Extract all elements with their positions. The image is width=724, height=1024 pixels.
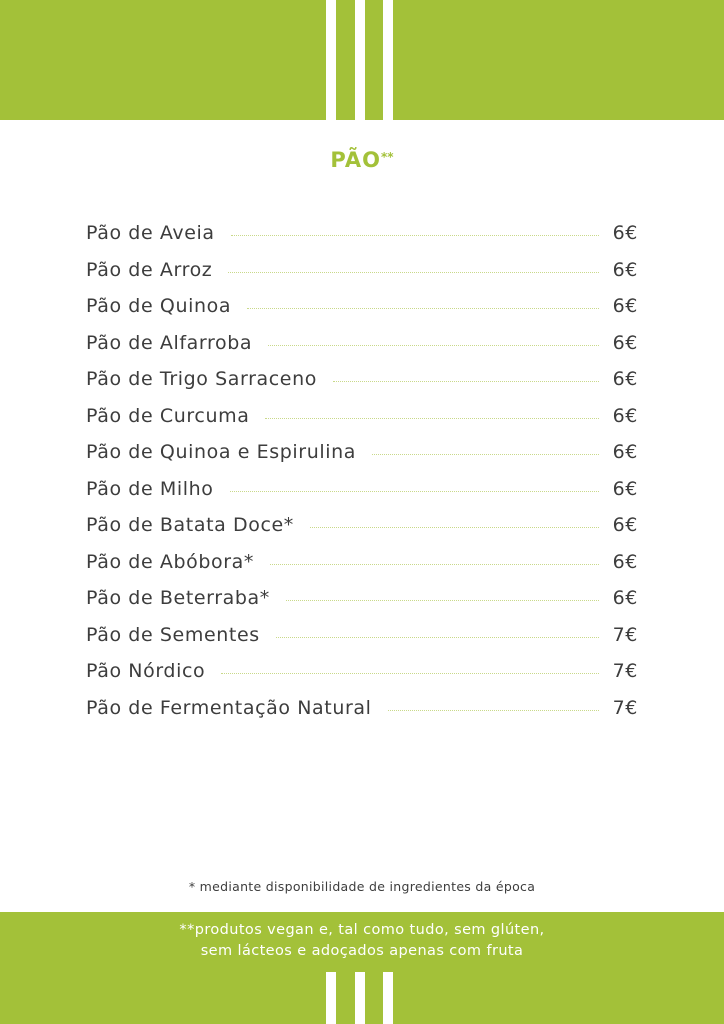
menu-item: [86, 295, 638, 332]
item-price: 6€: [612, 477, 638, 500]
dot-leader: [230, 491, 599, 492]
menu-item: [86, 697, 638, 734]
item-price: 6€: [612, 587, 638, 609]
dot-leader: [333, 381, 599, 382]
section-title: [0, 148, 724, 172]
item-price: 6€: [612, 441, 638, 463]
item-price: 6€: [612, 331, 638, 354]
dot-leader: [228, 272, 598, 273]
vegan-note-line-2: sem lácteos e adoçados apenas com fruta: [200, 943, 524, 959]
item-name: Pão de Beterraba*: [86, 587, 270, 609]
item-price: 6€: [612, 404, 638, 427]
item-name: Pão de Fermentação Natural: [86, 696, 372, 719]
item-name: Pão de Batata Doce*: [86, 514, 294, 536]
menu-item: [86, 514, 638, 551]
item-price: 7€: [612, 623, 638, 646]
item-name: Pão de Trigo Sarraceno: [86, 368, 317, 390]
vegan-note-line-1: **produtos vegan e, tal como tudo, sem glúten,: [179, 922, 545, 938]
menu-item: [86, 660, 638, 697]
item-price: 6€: [612, 222, 638, 244]
vegan-note: [0, 920, 724, 962]
item-price: 6€: [612, 550, 638, 573]
menu-item: [86, 587, 638, 624]
item-price: 7€: [612, 660, 638, 682]
top-stripe: [383, 0, 393, 120]
menu-item: [86, 222, 638, 259]
item-name: Pão Nórdico: [86, 660, 206, 682]
section-title-suffix: **: [381, 150, 394, 164]
menu-item: [86, 478, 638, 515]
dot-leader: [268, 345, 599, 346]
item-name: Pão de Curcuma: [86, 404, 250, 427]
menu-item: [86, 551, 638, 588]
menu-item: [86, 624, 638, 661]
menu-list: [86, 222, 638, 733]
item-name: Pão de Arroz: [86, 258, 213, 281]
dot-leader: [265, 418, 598, 419]
item-name: Pão de Abóbora*: [86, 550, 255, 573]
top-stripe: [355, 0, 365, 120]
item-price: 6€: [612, 514, 638, 536]
section-title-text: PÃO: [330, 148, 381, 172]
dot-leader: [372, 454, 599, 455]
item-price: 6€: [612, 295, 638, 317]
menu-item: [86, 259, 638, 296]
item-name: Pão de Quinoa: [86, 295, 232, 317]
dot-leader: [310, 527, 599, 528]
item-name: Pão de Quinoa e Espirulina: [86, 441, 356, 463]
item-price: 6€: [612, 368, 638, 390]
dot-leader: [231, 235, 599, 236]
item-name: Pão de Milho: [86, 477, 214, 500]
dot-leader: [247, 308, 599, 309]
item-name: Pão de Sementes: [86, 623, 260, 646]
top-stripe: [326, 0, 336, 120]
dot-leader: [221, 673, 598, 674]
menu-item: [86, 332, 638, 369]
availability-footnote: * mediante disponibilidade de ingredientes da época: [188, 879, 536, 894]
item-price: 7€: [612, 696, 638, 719]
item-name: Pão de Aveia: [86, 222, 215, 244]
dot-leader: [388, 710, 599, 711]
item-price: 6€: [612, 258, 638, 281]
dot-leader: [286, 600, 599, 601]
menu-item: [86, 405, 638, 442]
menu-item: [86, 441, 638, 478]
bottom-stripe: [355, 972, 365, 1024]
top-decorative-band: [0, 0, 724, 120]
bottom-stripe: [383, 972, 393, 1024]
item-name: Pão de Alfarroba: [86, 331, 253, 354]
dot-leader: [276, 637, 599, 638]
dot-leader: [270, 564, 599, 565]
bottom-stripe: [326, 972, 336, 1024]
menu-item: [86, 368, 638, 405]
